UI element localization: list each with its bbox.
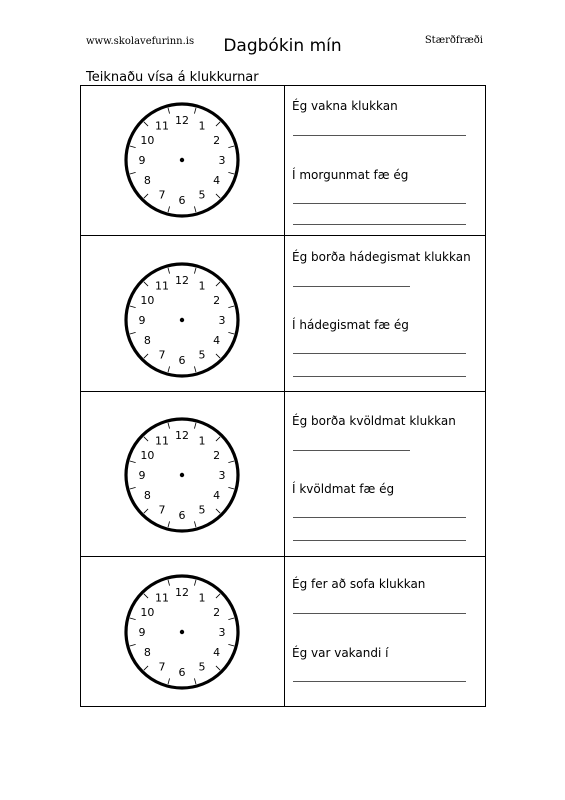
instructions: Teiknaðu vísa á klukkurnar — [86, 70, 259, 85]
answer-line[interactable] — [293, 681, 466, 682]
clock-number: 6 — [178, 354, 186, 367]
clock-number: 4 — [213, 174, 221, 187]
clock-face-1[interactable] — [123, 101, 241, 219]
clock-number: 10 — [140, 606, 155, 619]
question-dinner: Í kvöldmat fæ ég — [292, 482, 395, 496]
clock-number: 7 — [158, 348, 166, 362]
clock-number: 5 — [198, 348, 206, 362]
answer-line[interactable] — [293, 517, 466, 518]
clock-number: 7 — [158, 660, 166, 674]
clock-number: 2 — [213, 606, 221, 619]
clock-number: 4 — [213, 489, 221, 502]
answer-cell — [285, 236, 486, 392]
clock-number: 8 — [143, 174, 151, 187]
answer-line[interactable] — [293, 540, 466, 541]
clock-number: 2 — [213, 294, 221, 307]
clock-number: 10 — [140, 134, 155, 147]
clock-number: 5 — [198, 660, 206, 674]
clock-cell — [81, 392, 285, 557]
subject-label: Stærðfræði — [424, 35, 483, 46]
clock-number: 6 — [178, 194, 186, 207]
answer-line[interactable] — [293, 224, 466, 225]
site-url: www.skolavefurinn.is — [86, 36, 195, 47]
clock-number: 2 — [213, 134, 221, 147]
answer-line[interactable] — [293, 450, 410, 451]
answer-cell — [285, 392, 486, 557]
worksheet-row — [81, 86, 486, 236]
answer-line[interactable] — [293, 613, 466, 614]
clock-number: 7 — [158, 503, 166, 517]
question-lunch-time: Ég borða hádegismat klukkan — [292, 250, 471, 264]
answer-line[interactable] — [293, 353, 466, 354]
clock-number: 10 — [140, 449, 155, 462]
clock-number: 6 — [178, 509, 186, 522]
clock-number: 12 — [175, 274, 189, 287]
clock-number: 9 — [138, 626, 146, 639]
clock-number: 12 — [175, 586, 189, 599]
clock-number: 9 — [138, 154, 146, 167]
answer-line[interactable] — [293, 376, 466, 377]
clock-number: 1 — [198, 591, 206, 605]
worksheet-row — [81, 236, 486, 392]
question-wake: Ég vakna klukkan — [292, 99, 398, 113]
clock-number: 1 — [198, 434, 206, 448]
clock-number: 11 — [155, 591, 169, 605]
clock-number: 4 — [213, 334, 221, 347]
clock-face-3[interactable] — [123, 416, 241, 534]
clock-center-dot — [180, 158, 184, 162]
clock-number: 11 — [155, 434, 169, 448]
clock-number: 6 — [178, 666, 186, 679]
clock-number: 9 — [138, 469, 146, 482]
clock-cell — [81, 236, 285, 392]
clock-number: 3 — [218, 314, 226, 327]
question-awake: Ég var vakandi í — [292, 646, 389, 660]
clock-number: 12 — [175, 429, 189, 442]
page-title: Dagbókin mín — [223, 36, 342, 56]
clock-number: 12 — [175, 114, 189, 127]
worksheet-row — [81, 557, 486, 707]
answer-cell — [285, 557, 486, 707]
question-breakfast: Í morgunmat fæ ég — [292, 168, 409, 182]
clock-center-dot — [180, 630, 184, 634]
answer-line[interactable] — [293, 135, 466, 136]
answer-line[interactable] — [293, 203, 466, 204]
question-dinner-time: Ég borða kvöldmat klukkan — [292, 414, 456, 428]
clock-center-dot — [180, 473, 184, 477]
clock-number: 9 — [138, 314, 146, 327]
clock-number: 1 — [198, 279, 206, 293]
question-lunch: Í hádegismat fæ ég — [292, 318, 409, 332]
clock-number: 3 — [218, 626, 226, 639]
question-bedtime: Ég fer að sofa klukkan — [292, 577, 426, 591]
clock-number: 11 — [155, 119, 169, 133]
clock-number: 7 — [158, 188, 166, 202]
clock-center-dot — [180, 318, 184, 322]
clock-number: 8 — [143, 646, 151, 659]
clock-number: 1 — [198, 119, 206, 133]
clock-number: 4 — [213, 646, 221, 659]
worksheet-row — [81, 392, 486, 557]
clock-cell — [81, 557, 285, 707]
worksheet-table — [80, 85, 486, 707]
clock-number: 5 — [198, 188, 206, 202]
clock-face-2[interactable] — [123, 261, 241, 379]
clock-face-4[interactable] — [123, 573, 241, 691]
clock-number: 10 — [140, 294, 155, 307]
clock-number: 2 — [213, 449, 221, 462]
answer-cell — [285, 86, 486, 236]
clock-number: 8 — [143, 489, 151, 502]
clock-number: 8 — [143, 334, 151, 347]
clock-number: 3 — [218, 154, 226, 167]
clock-cell — [81, 86, 285, 236]
clock-number: 5 — [198, 503, 206, 517]
answer-line[interactable] — [293, 286, 410, 287]
clock-number: 11 — [155, 279, 169, 293]
clock-number: 3 — [218, 469, 226, 482]
